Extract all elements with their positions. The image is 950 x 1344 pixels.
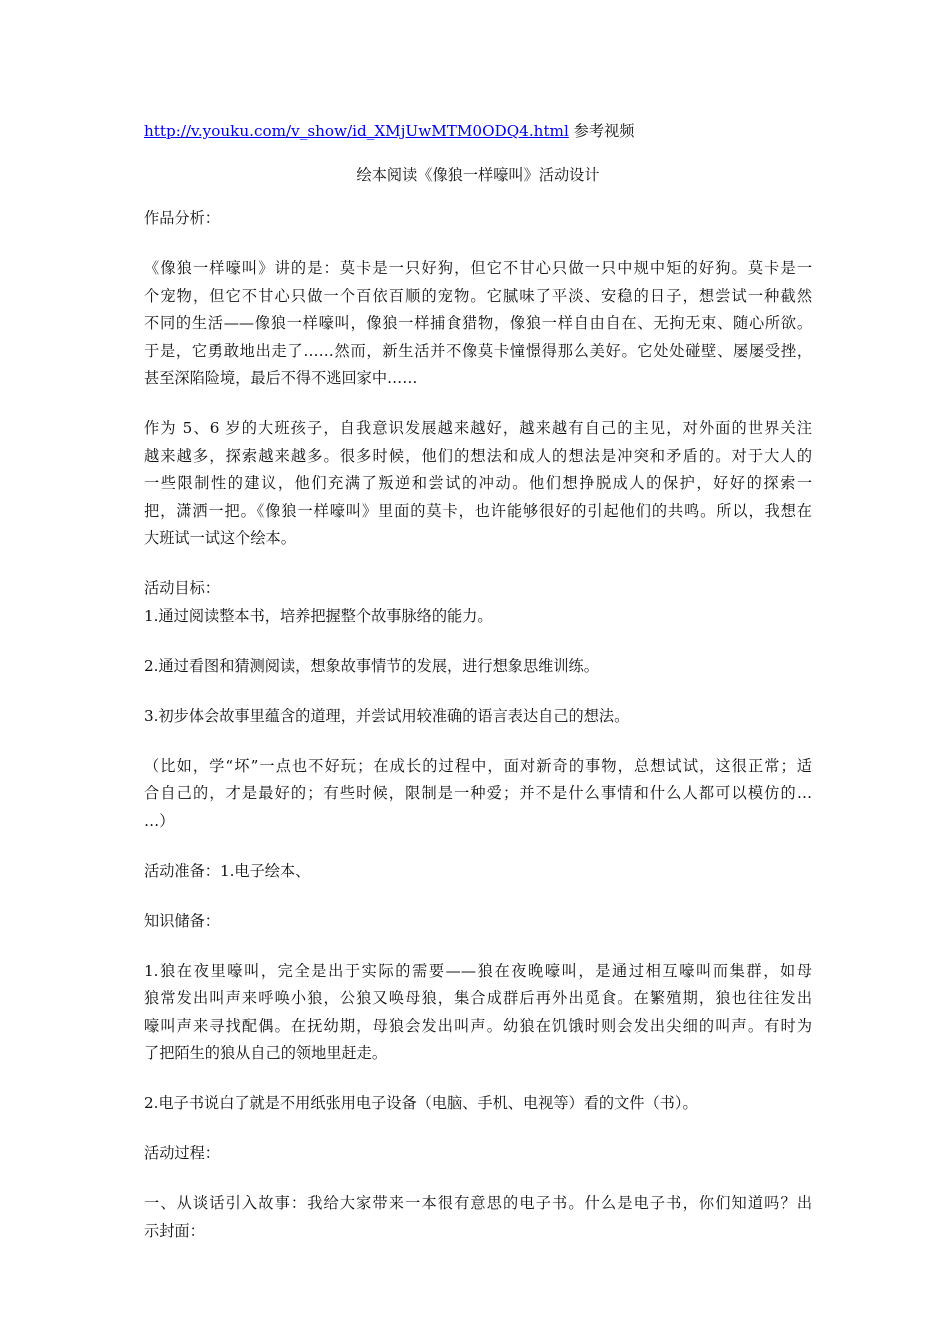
text-line: 一、从谈话引入故事：我给大家带来一本很有意思的电子书。什么是电子书，你们知道吗？出	[144, 1194, 812, 1212]
document-title: 绘本阅读《像狼一样嚎叫》活动设计	[356, 165, 600, 184]
goal-item-3: 3.初步体会故事里蕴含的道理，并尝试用较准确的语言表达自己的想法。	[144, 706, 630, 725]
text-line: 作为 5、6 岁的大班孩子，自我意识发展越来越好，越来越有自己的主见，对外面的世界关注	[144, 419, 812, 437]
knowledge-item-1	[144, 958, 812, 1068]
analysis-paragraph-2	[144, 415, 812, 553]
process-step-1	[144, 1190, 812, 1245]
text-line: 示封面：	[144, 1221, 205, 1240]
document-page	[144, 118, 812, 1245]
goals-heading: 活动目标：	[144, 579, 220, 597]
text-line: …）	[144, 811, 175, 830]
process-heading: 活动过程：	[144, 1144, 220, 1162]
goal-item-2: 2.通过看图和猜测阅读，想象故事情节的发展，进行想象思维训练。	[144, 656, 599, 675]
knowledge-heading: 知识储备：	[144, 911, 220, 930]
text-line: 越来越多，探索越来越多。很多时候，他们的想法和成人的想法是冲突和矛盾的。对于大人的	[144, 446, 812, 465]
analysis-heading: 作品分析：	[144, 209, 220, 227]
text-line: 了把陌生的狼从自己的领地里赶走。	[144, 1044, 387, 1062]
knowledge-item-2: 2.电子书说白了就是不用纸张用电子设备（电脑、手机、电视等）看的文件（书）。	[144, 1094, 698, 1112]
text-line: 1.狼在夜里嚎叫，完全是出于实际的需要——狼在夜晚嚎叫，是通过相互嚎叫而集群，如母	[144, 961, 812, 980]
text-line: 狼常发出叫声来呼唤小狼，公狼又唤母狼，集合成群后再外出觅食。在繁殖期，狼也往往发出	[144, 989, 812, 1007]
text-line: 于是，它勇敢地出走了……然而，新生活并不像莫卡憧憬得那么美好。它处处碰壁、屡屡受挫，	[144, 341, 812, 360]
analysis-paragraph-1	[144, 255, 812, 393]
prep-line: 活动准备：1.电子绘本、	[144, 861, 311, 880]
text-line: 把，潇洒一把。《像狼一样嚎叫》里面的莫卡，也许能够很好的引起他们的共鸣。所以，我想在	[144, 501, 812, 520]
text-line: 甚至深陷险境，最后不得不逃回家中……	[144, 369, 418, 387]
video-link-suffix: 参考视频	[568, 122, 635, 140]
text-line: 嚎叫声来寻找配偶。在抚幼期，母狼会发出叫声。幼狼在饥饿时则会发出尖细的叫声。有时为	[144, 1016, 812, 1035]
goal-item-1: 1.通过阅读整本书，培养把握整个故事脉络的能力。	[144, 606, 493, 625]
reference-line	[144, 118, 812, 146]
text-line: 《像狼一样嚎叫》讲的是：莫卡是一只好狗，但它不甘心只做一只中规中矩的好狗。莫卡是一	[144, 259, 812, 277]
text-line: 合自己的，才是最好的；有些时候，限制是一种爱；并不是什么事情和什么人都可以模仿的…	[144, 784, 812, 802]
text-line: 大班试一试这个绘本。	[144, 529, 296, 547]
video-link[interactable]: http://v.youku.com/v_show/id_XMjUwMTM0ODQ4.html	[144, 122, 569, 140]
text-line: 一些限制性的建议，他们充满了叛逆和尝试的冲动。他们想挣脱成人的保护，好好的探索一	[144, 474, 812, 492]
text-line: 不同的生活——像狼一样嚎叫，像狼一样捕食猎物，像狼一样自由自在、无拘无束、随心所欲。	[144, 314, 812, 332]
text-line: （比如，学“坏”一点也不好玩；在成长的过程中，面对新奇的事物，总想试试，这很正常；适	[144, 756, 812, 775]
text-line: 个宠物，但它不甘心只做一个百依百顺的宠物。它腻味了平淡、安稳的日子，想尝试一种截然	[144, 286, 812, 305]
goals-note	[144, 753, 812, 836]
